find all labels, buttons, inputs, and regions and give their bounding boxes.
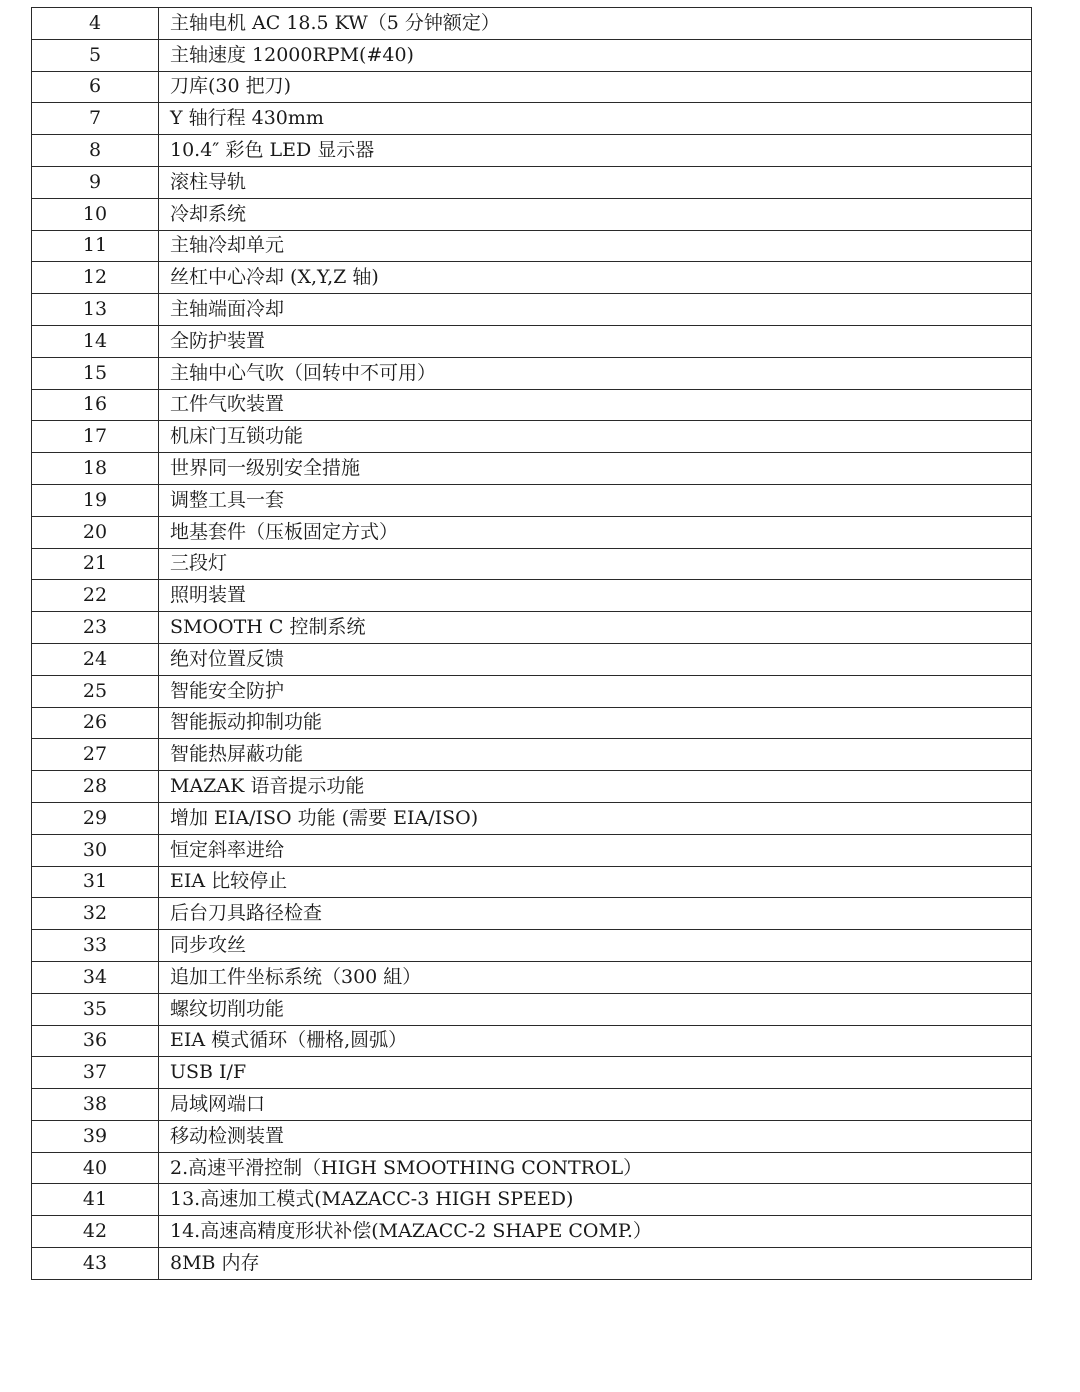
- row-number-cell: 24: [32, 643, 159, 675]
- table-row: [32, 262, 1032, 294]
- feature-description-cell: 滚柱导轨: [159, 166, 1032, 198]
- table-row: [32, 357, 1032, 389]
- row-number-cell: 12: [32, 262, 159, 294]
- table-row: [32, 771, 1032, 803]
- feature-description-cell: 主轴冷却单元: [159, 230, 1032, 262]
- table-row: [32, 453, 1032, 485]
- row-number-cell: 11: [32, 230, 159, 262]
- feature-description-cell: MAZAK 语音提示功能: [159, 771, 1032, 803]
- feature-description-cell: 同步攻丝: [159, 930, 1032, 962]
- table-row: [32, 548, 1032, 580]
- table-row: [32, 580, 1032, 612]
- table-row: [32, 484, 1032, 516]
- table-row: [32, 675, 1032, 707]
- table-row: [32, 135, 1032, 167]
- row-number-cell: 6: [32, 71, 159, 103]
- table-row: [32, 1216, 1032, 1248]
- row-number-cell: 38: [32, 1089, 159, 1121]
- table-row: [32, 294, 1032, 326]
- feature-description-cell: 追加工件坐标系统（300 組）: [159, 961, 1032, 993]
- row-number-cell: 36: [32, 1025, 159, 1057]
- feature-description-cell: 局域网端口: [159, 1089, 1032, 1121]
- feature-description-cell: 三段灯: [159, 548, 1032, 580]
- feature-description-cell: 智能振动抑制功能: [159, 707, 1032, 739]
- feature-description-cell: SMOOTH C 控制系统: [159, 612, 1032, 644]
- table-row: [32, 898, 1032, 930]
- table-row: [32, 612, 1032, 644]
- feature-description-cell: 14.高速高精度形状补偿(MAZACC-2 SHAPE COMP.）: [159, 1216, 1032, 1248]
- row-number-cell: 23: [32, 612, 159, 644]
- row-number-cell: 27: [32, 739, 159, 771]
- feature-description-cell: 调整工具一套: [159, 484, 1032, 516]
- row-number-cell: 13: [32, 294, 159, 326]
- table-row: [32, 39, 1032, 71]
- table-row: [32, 389, 1032, 421]
- feature-description-cell: 螺纹切削功能: [159, 993, 1032, 1025]
- row-number-cell: 10: [32, 198, 159, 230]
- feature-description-cell: 增加 EIA/ISO 功能 (需要 EIA/ISO): [159, 802, 1032, 834]
- table-row: [32, 325, 1032, 357]
- feature-description-cell: 绝对位置反馈: [159, 643, 1032, 675]
- table-row: [32, 166, 1032, 198]
- feature-description-cell: EIA 比较停止: [159, 866, 1032, 898]
- spec-table-body: [32, 8, 1032, 1280]
- feature-description-cell: 恒定斜率进给: [159, 834, 1032, 866]
- row-number-cell: 35: [32, 993, 159, 1025]
- table-row: [32, 8, 1032, 40]
- feature-description-cell: 10.4″ 彩色 LED 显示器: [159, 135, 1032, 167]
- feature-description-cell: 冷却系统: [159, 198, 1032, 230]
- feature-description-cell: 13.高速加工模式(MAZACC-3 HIGH SPEED): [159, 1184, 1032, 1216]
- table-row: [32, 834, 1032, 866]
- row-number-cell: 29: [32, 802, 159, 834]
- row-number-cell: 39: [32, 1120, 159, 1152]
- feature-description-cell: EIA 模式循环（栅格,圆弧）: [159, 1025, 1032, 1057]
- row-number-cell: 15: [32, 357, 159, 389]
- feature-description-cell: Y 轴行程 430mm: [159, 103, 1032, 135]
- feature-description-cell: 智能热屏蔽功能: [159, 739, 1032, 771]
- feature-description-cell: 主轴电机 AC 18.5 KW（5 分钟额定）: [159, 8, 1032, 40]
- table-row: [32, 961, 1032, 993]
- table-row: [32, 866, 1032, 898]
- feature-description-cell: 全防护装置: [159, 325, 1032, 357]
- feature-description-cell: 主轴速度 12000RPM(#40): [159, 39, 1032, 71]
- table-row: [32, 993, 1032, 1025]
- row-number-cell: 28: [32, 771, 159, 803]
- row-number-cell: 22: [32, 580, 159, 612]
- feature-description-cell: 移动检测装置: [159, 1120, 1032, 1152]
- table-row: [32, 643, 1032, 675]
- row-number-cell: 4: [32, 8, 159, 40]
- feature-description-cell: 机床门互锁功能: [159, 421, 1032, 453]
- row-number-cell: 42: [32, 1216, 159, 1248]
- row-number-cell: 34: [32, 961, 159, 993]
- row-number-cell: 7: [32, 103, 159, 135]
- table-row: [32, 707, 1032, 739]
- feature-description-cell: 8MB 内存: [159, 1248, 1032, 1280]
- feature-description-cell: USB I/F: [159, 1057, 1032, 1089]
- feature-description-cell: 丝杠中心冷却 (X,Y,Z 轴): [159, 262, 1032, 294]
- table-row: [32, 802, 1032, 834]
- feature-description-cell: 刀库(30 把刀): [159, 71, 1032, 103]
- row-number-cell: 33: [32, 930, 159, 962]
- row-number-cell: 20: [32, 516, 159, 548]
- feature-description-cell: 照明装置: [159, 580, 1032, 612]
- row-number-cell: 41: [32, 1184, 159, 1216]
- table-row: [32, 71, 1032, 103]
- row-number-cell: 25: [32, 675, 159, 707]
- table-row: [32, 1152, 1032, 1184]
- table-row: [32, 1248, 1032, 1280]
- table-row: [32, 739, 1032, 771]
- spec-table: [31, 7, 1032, 1280]
- table-row: [32, 1025, 1032, 1057]
- feature-description-cell: 地基套件（压板固定方式）: [159, 516, 1032, 548]
- table-row: [32, 230, 1032, 262]
- row-number-cell: 26: [32, 707, 159, 739]
- table-row: [32, 1184, 1032, 1216]
- row-number-cell: 18: [32, 453, 159, 485]
- feature-description-cell: 2.高速平滑控制（HIGH SMOOTHING CONTROL）: [159, 1152, 1032, 1184]
- row-number-cell: 16: [32, 389, 159, 421]
- feature-description-cell: 主轴端面冷却: [159, 294, 1032, 326]
- table-row: [32, 930, 1032, 962]
- feature-description-cell: 后台刀具路径检查: [159, 898, 1032, 930]
- feature-description-cell: 世界同一级别安全措施: [159, 453, 1032, 485]
- table-row: [32, 1057, 1032, 1089]
- row-number-cell: 40: [32, 1152, 159, 1184]
- row-number-cell: 31: [32, 866, 159, 898]
- table-row: [32, 198, 1032, 230]
- row-number-cell: 21: [32, 548, 159, 580]
- table-row: [32, 103, 1032, 135]
- feature-description-cell: 智能安全防护: [159, 675, 1032, 707]
- feature-description-cell: 工件气吹装置: [159, 389, 1032, 421]
- row-number-cell: 19: [32, 484, 159, 516]
- row-number-cell: 8: [32, 135, 159, 167]
- row-number-cell: 43: [32, 1248, 159, 1280]
- row-number-cell: 37: [32, 1057, 159, 1089]
- row-number-cell: 30: [32, 834, 159, 866]
- row-number-cell: 32: [32, 898, 159, 930]
- table-row: [32, 421, 1032, 453]
- row-number-cell: 14: [32, 325, 159, 357]
- row-number-cell: 9: [32, 166, 159, 198]
- table-row: [32, 516, 1032, 548]
- feature-description-cell: 主轴中心气吹（回转中不可用）: [159, 357, 1032, 389]
- row-number-cell: 5: [32, 39, 159, 71]
- row-number-cell: 17: [32, 421, 159, 453]
- table-row: [32, 1089, 1032, 1121]
- table-row: [32, 1120, 1032, 1152]
